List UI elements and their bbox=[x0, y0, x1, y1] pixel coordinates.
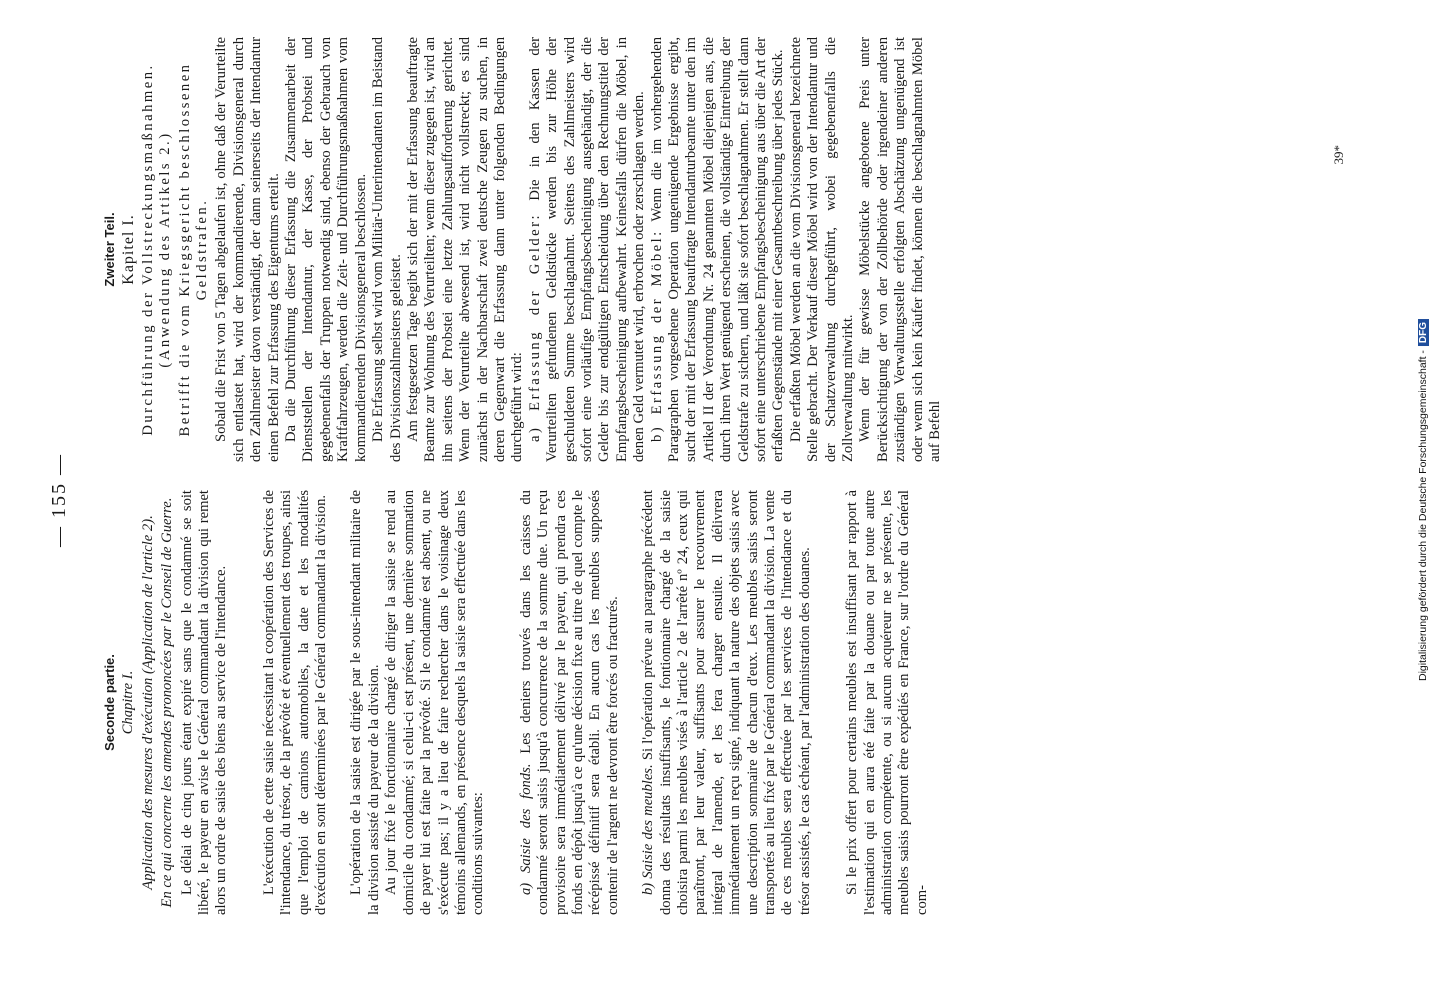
de-paragraph-a bbox=[527, 37, 649, 462]
fr-label-a: a) Saisie des fonds. bbox=[517, 763, 534, 895]
de-paragraph-5: Die erfaßten Möbel werden an die vom Divisionsgeneral bezeichnete Stelle gebracht. Der Verkauf dieser Möbel wird von der Intendantur und der Schatzverwaltung durchgeführt, wobei gegebenenfalls die Zollverwaltung mitwirkt. bbox=[787, 37, 857, 462]
de-heading-2: Betrifft die vom Kriegsgericht beschlossenen Geldstrafen. bbox=[176, 62, 211, 437]
fr-label-b: b) Saisie des meubles. bbox=[640, 764, 657, 895]
fr-text-b: Si l'opération prévue au paragraphe précédent donna des résultats insuffisants, le fontionnaire chargé de la saisie choisira parmi les meubles visés à l'article 2 de l'arrêté nº 24, ceux qui paraîtront, par leur valeur, suffisants pour assurer le recouvrement intégral de l'amende, et les fera charger ensuite. Il délivrera immédiatement un reçu signé, indiquant la nature des objets saisis avec une description sommaire de chacun d'eux. Les meubles saisis seront transportés au lieu fixé par le Général commandant la division. La vente de ces meubles sera effectuée par les services de l'intendance et du trésor assistés, le cas échéant, par l'administration des douanes. bbox=[640, 490, 813, 915]
dfg-text: Digitalisierung gefördert durch die Deutsche Forschungsgemeinschaft - bbox=[1417, 350, 1429, 682]
de-text-a: Die in den Kassen der Verurteilten gefundenen Geldstücke werden bis zur Höhe der geschuldeten Summe beschlagnahmt. Seitens des Zahlmeisters wird sofort eine vorläufige Empfangsbescheinigung ausgehändigt, der die Gelder bis zur endgültigen Entscheidung über den Rechnungstitel der Empfangsbescheinigung aufbewahrt. Keinesfalls dürfen die Möbel, in denen Geld vermutet wird, erbrochen oder zerschlagen werden. bbox=[526, 37, 648, 462]
german-column bbox=[101, 37, 945, 462]
de-label-a: a) Erfassung der Gelder: bbox=[526, 212, 543, 442]
fr-paragraph-b bbox=[640, 490, 814, 915]
dfg-logo: DFG bbox=[1418, 319, 1429, 346]
fr-paragraph-2: L'exécution de cette saisie nécessitant la coopération des Services de l'intendance, du trésor, de la prévôté et éventuellement des troupes, ainsi que l'emploi de camions automobiles, la date et les modalités d'exécution en sont déterminées par le Général commandant la division. bbox=[260, 490, 330, 915]
fr-paragraph-1: Le délai de cinq jours étant expiré sans que le condamné se soit libéré, le payeur en avise le Général commandant la division qui remet alors un ordre de saisie des biens au service de l'intendance. bbox=[178, 490, 230, 915]
de-label-b: b) Erfassung der Möbel: bbox=[648, 229, 665, 442]
de-chapter-title: Kapitel I. bbox=[120, 214, 138, 285]
de-paragraph-1: Sobald die Frist von 5 Tagen abgelaufen ist, ohne daß der Verurteilte sich entlastet hat, wird der kommandierende, Divisionsgeneral durch den Zahlmeister davon verständigt, der dann seinerseits der Intendantur einen Befehl zur Erfassung des Eigentums erteilt. bbox=[213, 37, 282, 462]
fr-chapter-title: Chapitre I. bbox=[120, 670, 137, 735]
de-text-b: Wenn die im vorhergehenden Paragraphen vorgesehene Operation ungenügende Ergebnisse ergibt, sucht der mit der Erfassung beauftragte Intendanturbeamte unter den im Artikel II der Verordnung Nr. 24 genannten Möbel diejenigen aus, die durch ihren Wert genügend erscheinen, die vollständige Eintreibung der Geldstrafe zu sichern, und läßt sie sofort beschlagnahmen. Er stellt dann sofort eine unterschriebene Empfangsbescheinigung aus über die Art der erfaßten Gegenstände mit einer Gesamtbeschreibung über jedes Stück. bbox=[648, 37, 787, 462]
fr-paragraph-4: Au jour fixé le fonctionnaire chargé de diriger la saisie se rend au domicile du condamné; si celui-ci est présent, une dernière sommation de payer lui est faite par la prévôté. Si le condamné est absent, ou ne s'exécute pas; il y a lieu de faire rechercher dans le voisinage deux témoins allemands, en présence desquels la saisie sera effectuée dans les conditions suivantes: bbox=[383, 490, 487, 915]
fr-paragraph-3: L'opération de la saisie est dirigée par le sous-intendant militaire de la division assisté du payeur de la division. bbox=[348, 490, 382, 915]
rotated-document-page bbox=[17, 5, 1417, 995]
de-paragraph-2: Da die Durchführung dieser Erfassung die Zusammenarbeit der Dienststellen der Intendantur, der Kasse, der Probstei und gegebenenfalls der Truppen notwendig sind, ebenso der Gebrauch von Kraftfahrzeugen, werden die Zeit- und Durchführungsmaßnahmen vom kommandierenden Divisionsgeneral beschlossen. bbox=[283, 37, 369, 462]
de-paragraph-last: Wenn der für gewisse Möbelstücke angebotene Preis unter Berücksichtigung der von der Zollbehörde oder irgendeiner anderen zuständigen Verwaltungsstelle erfolgten Abschätzung ungenügend ist oder wenn sich kein Käufer findet, können die beschlagnahmten Möbel auf Befehl bbox=[857, 37, 944, 462]
fr-paragraph-last: Si le prix offert pour certains meubles est insuffisant par rapport à l'estimation qui en aura été faite par la douane ou par toute autre administration compétente, ou si aucun acquéreur ne se présente, les meubles saisis pourront être expédiés en France, sur l'ordre du Général com- bbox=[844, 490, 930, 915]
fr-part-title: Seconde partie. bbox=[102, 654, 117, 751]
signature-mark: 39* bbox=[1330, 145, 1346, 165]
de-paragraph-b bbox=[649, 37, 788, 462]
french-column bbox=[101, 490, 931, 915]
fr-paragraph-a bbox=[518, 490, 622, 915]
de-heading-1: Durchführung der Vollstreckungsmaßnahmen. (Anwendung des Artikels 2.) bbox=[139, 63, 174, 436]
dfg-sidebar bbox=[1415, 10, 1431, 990]
de-paragraph-3: Die Erfassung selbst wird vom Militär-Unterintendanten im Beistand des Divisionszahlmeisters geleistet. bbox=[370, 37, 404, 462]
fr-heading-1: Application des mesures d'exécution (Application de l'article 2). bbox=[139, 515, 156, 890]
fr-text-a: Les deniers trouvés dans les caisses du condamné seront saisis jusqu'à concurrence de la somme due. Un reçu provisoire sera immédiatement délivré par le payeur, qui prendra ces fonds en dépôt jusqu'à ce qu'une décision fixe au titre de quel compte le récépissé définitif sera établi. En aucun cas les meubles supposés contenir de l'argent ne devront être forcés ou fracturés. bbox=[517, 490, 621, 915]
de-part-title: Zweiter Teil. bbox=[102, 212, 117, 287]
page-number: — 155 — bbox=[48, 453, 70, 547]
dfg-credit bbox=[1417, 319, 1429, 681]
fr-heading-2: En ce qui concerne les amendes prononcées par le Conseil de Guerre. bbox=[159, 497, 176, 908]
de-paragraph-4: Am festgesetzen Tage begibt sich der mit der Erfassung beauftragte Beamte zur Wohnung des Verurteilten; wenn dieser zugegen ist, wird an ihn seitens der Probstei eine letzte Zahlungsaufforderung gerichtet. Wenn der Verurteilte abwesend ist, wird nicht vollstreckt; es sind zunächst in der Nachbarschaft zwei deutsche Zeugen zu suchen, in deren Gegenwart die Erfassung dann unter folgenden Bedingungen durchgeführt wird: bbox=[404, 37, 526, 462]
